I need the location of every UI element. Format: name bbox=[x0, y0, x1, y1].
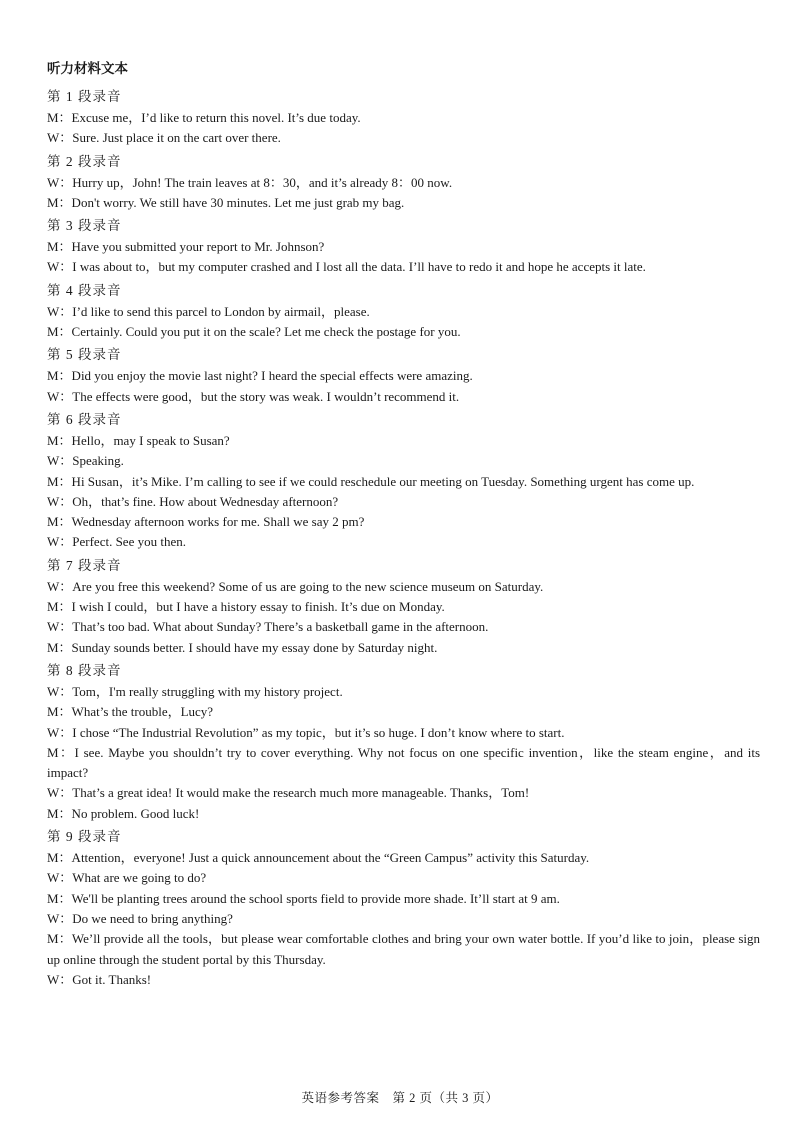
dialogue-line: M：What’s the trouble，Lucy? bbox=[47, 704, 214, 720]
dialogue-line: M：Don't worry. We still have 30 minutes. Let me just grab my bag. bbox=[47, 194, 405, 210]
section-heading: 第 2 段录音 bbox=[47, 153, 122, 169]
dialogue-line: W：Tom，I'm really struggling with my history project. bbox=[47, 683, 343, 699]
dialogue-line: W：Perfect. See you then. bbox=[47, 534, 186, 550]
dialogue-line: M：Have you submitted your report to Mr. Johnson? bbox=[47, 239, 325, 255]
dialogue-line: M：Excuse me，I’d like to return this novel. It’s due today. bbox=[47, 110, 361, 125]
dialogue-line: M：No problem. Good luck! bbox=[47, 805, 200, 821]
dialogue-line: W：Do we need to bring anything? bbox=[47, 910, 233, 926]
section-heading: 第 6 段录音 bbox=[47, 411, 122, 427]
dialogue-line: M：Wednesday afternoon works for me. Shall we say 2 pm? bbox=[47, 514, 365, 530]
dialogue-line: W：Are you free this weekend? Some of us are going to the new science museum on Saturday. bbox=[47, 578, 544, 594]
dialogue-line: M：Did you enjoy the movie last night? I heard the special effects were amazing. bbox=[47, 368, 473, 384]
dialogue-line: M：Sunday sounds better. I should have my essay done by Saturday night. bbox=[47, 639, 438, 655]
dialogue-line: W：Sure. Just place it on the cart over there. bbox=[47, 130, 281, 146]
section-heading: 第 8 段录音 bbox=[47, 662, 122, 678]
dialogue-line: M：I see. Maybe you shouldn’t try to cover everything. Why not focus on one specific invention，like the steam engine，and its impact? bbox=[47, 744, 760, 781]
dialogue-line: M：Certainly. Could you put it on the scale? Let me check the postage for you. bbox=[47, 324, 461, 340]
recording-section-3 bbox=[47, 215, 760, 278]
recording-section-7 bbox=[47, 555, 760, 658]
dialogue-line: W：That’s a great idea! It would make the research much more manageable. Thanks，Tom! bbox=[47, 785, 530, 801]
recording-section-2 bbox=[47, 151, 760, 214]
recording-section-9 bbox=[47, 826, 760, 990]
dialogue-line: W：Oh，that’s fine. How about Wednesday afternoon? bbox=[47, 493, 339, 509]
dialogue-line: M：We'll be planting trees around the school sports field to provide more shade. It’ll start at 9 am. bbox=[47, 890, 560, 906]
section-heading: 第 1 段录音 bbox=[47, 89, 122, 104]
dialogue-line: M：We’ll provide all the tools，but please wear comfortable clothes and bring your own water bottle. If you’d like to join，please sign up online through the student portal by this Thursday. bbox=[47, 931, 760, 967]
page-footer: 英语参考答案 第 2 页（共 3 页） bbox=[301, 1091, 499, 1105]
section-heading: 第 9 段录音 bbox=[47, 829, 122, 845]
section-heading: 第 4 段录音 bbox=[47, 282, 122, 298]
dialogue-line: M：Attention，everyone! Just a quick announcement about the “Green Campus” activity this Saturday. bbox=[47, 850, 590, 866]
recording-section-6 bbox=[47, 409, 760, 553]
dialogue-line: M：I wish I could，but I have a history essay to finish. It’s due on Monday. bbox=[47, 599, 445, 615]
dialogue-line: W：Hurry up，John! The train leaves at 8：30，and it’s already 8：00 now. bbox=[47, 174, 453, 190]
section-heading: 第 5 段录音 bbox=[47, 347, 122, 363]
recording-section-1 bbox=[47, 86, 760, 149]
dialogue-line: W：I chose “The Industrial Revolution” as my topic，but it’s so huge. I don’t know where to start. bbox=[47, 724, 565, 740]
dialogue-line: W：Got it. Thanks! bbox=[47, 971, 152, 987]
dialogue-line: W：That’s too bad. What about Sunday? There’s a basketball game in the afternoon. bbox=[47, 619, 489, 635]
dialogue-line: W：I’d like to send this parcel to London by airmail，please. bbox=[47, 303, 370, 319]
dialogue-line: W：What are we going to do? bbox=[47, 870, 207, 886]
dialogue-line: W：I was about to，but my computer crashed and I lost all the data. I’ll have to redo it and hope he accepts it late. bbox=[47, 259, 646, 275]
section-heading: 第 7 段录音 bbox=[47, 557, 122, 573]
recording-section-5 bbox=[47, 344, 760, 407]
recording-section-4 bbox=[47, 280, 760, 343]
document-title: 听力材料文本 bbox=[47, 61, 128, 77]
recording-section-8 bbox=[47, 660, 760, 824]
dialogue-line: W：Speaking. bbox=[47, 453, 124, 469]
section-heading: 第 3 段录音 bbox=[47, 218, 122, 234]
dialogue-line: M：Hello，may I speak to Susan? bbox=[47, 432, 230, 448]
dialogue-line: W：The effects were good，but the story was weak. I wouldn’t recommend it. bbox=[47, 388, 460, 404]
dialogue-line: M：Hi Susan，it’s Mike. I’m calling to see if we could reschedule our meeting on Tuesday. Something urgent has come up. bbox=[47, 473, 695, 489]
